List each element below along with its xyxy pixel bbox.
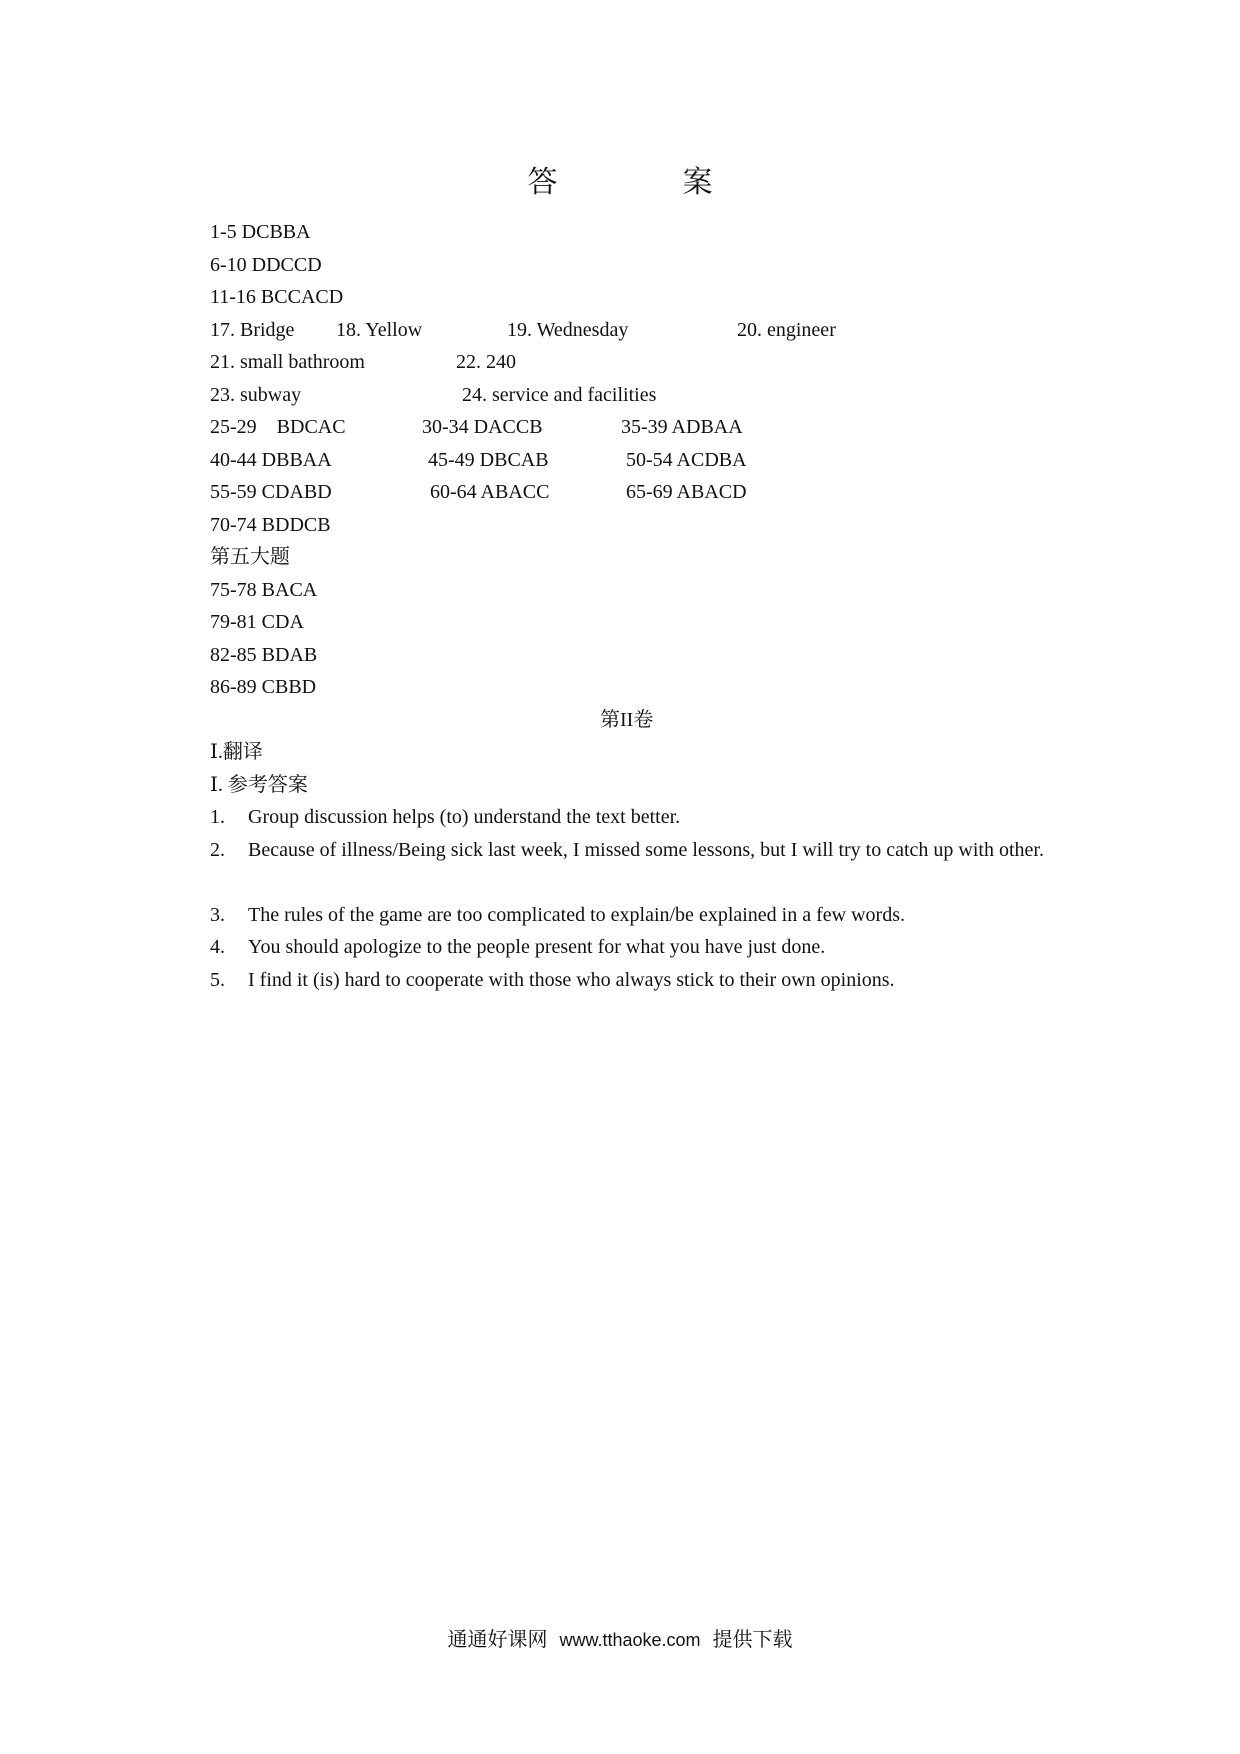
item-number: 1. (210, 806, 225, 828)
answer-row-35-39: 35-39 ADBAA (621, 416, 743, 438)
answer-row-40-44: 40-44 DBBAA (210, 449, 332, 471)
answer-row-25-29: 25-29 BDCAC (210, 416, 346, 438)
answer-row-45-49: 45-49 DBCAB (428, 449, 549, 471)
footer-url: www.tthaoke.com (559, 1630, 701, 1650)
answer-row-82-85: 82-85 BDAB (210, 644, 318, 666)
answer-20: 20. engineer (737, 319, 836, 341)
item-number: 4. (210, 936, 225, 958)
section-5-heading: 第五大题 (210, 546, 290, 568)
item-text: Group discussion helps (to) understand the text better. (248, 806, 681, 828)
answer-row-65-69: 65-69 ABACD (626, 481, 747, 503)
answer-row-30-34: 30-34 DACCB (422, 416, 543, 438)
reference-answer-heading: Ⅰ. 参考答案 (210, 774, 308, 796)
answer-row-60-64: 60-64 ABACC (430, 481, 550, 503)
item-text: You should apologize to the people present for what you have just done. (248, 936, 826, 958)
translation-item (210, 964, 1065, 996)
translation-item (210, 931, 1065, 963)
page-footer (0, 1628, 1240, 1652)
translation-item (210, 801, 1065, 833)
answer-19: 19. Wednesday (507, 319, 629, 341)
answer-22: 22. 240 (456, 351, 516, 373)
answer-row-1-5: 1-5 DCBBA (210, 221, 311, 243)
item-text: The rules of the game are too complicated to explain/be explained in a few words. (248, 904, 905, 926)
title-char-1: 答 (527, 166, 558, 199)
translation-item (210, 899, 1065, 931)
answer-row-70-74: 70-74 BDDCB (210, 514, 331, 536)
item-text: Because of illness/Being sick last week, I missed some lessons, but I will try to catch up with other. (248, 839, 1044, 861)
item-number: 5. (210, 969, 225, 991)
answer-21: 21. small bathroom (210, 351, 365, 373)
answer-row-75-78: 75-78 BACA (210, 579, 318, 601)
title-char-2: 案 (682, 166, 713, 199)
answer-row-79-81: 79-81 CDA (210, 611, 304, 633)
answer-24: 24. service and facilities (462, 384, 657, 406)
part-2-heading: 第II卷 (600, 709, 654, 731)
answer-row-86-89: 86-89 CBBD (210, 676, 317, 698)
answer-row-6-10: 6-10 DDCCD (210, 254, 322, 276)
page-title (0, 165, 1240, 201)
item-number: 2. (210, 839, 225, 861)
answer-row-50-54: 50-54 ACDBA (626, 449, 747, 471)
item-number: 3. (210, 904, 225, 926)
translation-item (210, 834, 1065, 866)
answer-23: 23. subway (210, 384, 302, 406)
footer-note: 提供下载 (712, 1629, 793, 1651)
answer-row-11-16: 11-16 BCCACD (210, 286, 344, 308)
answer-17: 17. Bridge (210, 319, 295, 341)
footer-site-name: 通通好课网 (447, 1629, 548, 1651)
answer-18: 18. Yellow (336, 319, 423, 341)
translation-heading: Ⅰ.翻译 (210, 741, 263, 763)
item-text: I find it (is) hard to cooperate with those who always stick to their own opinions. (248, 969, 895, 991)
answer-row-55-59: 55-59 CDABD (210, 481, 332, 503)
